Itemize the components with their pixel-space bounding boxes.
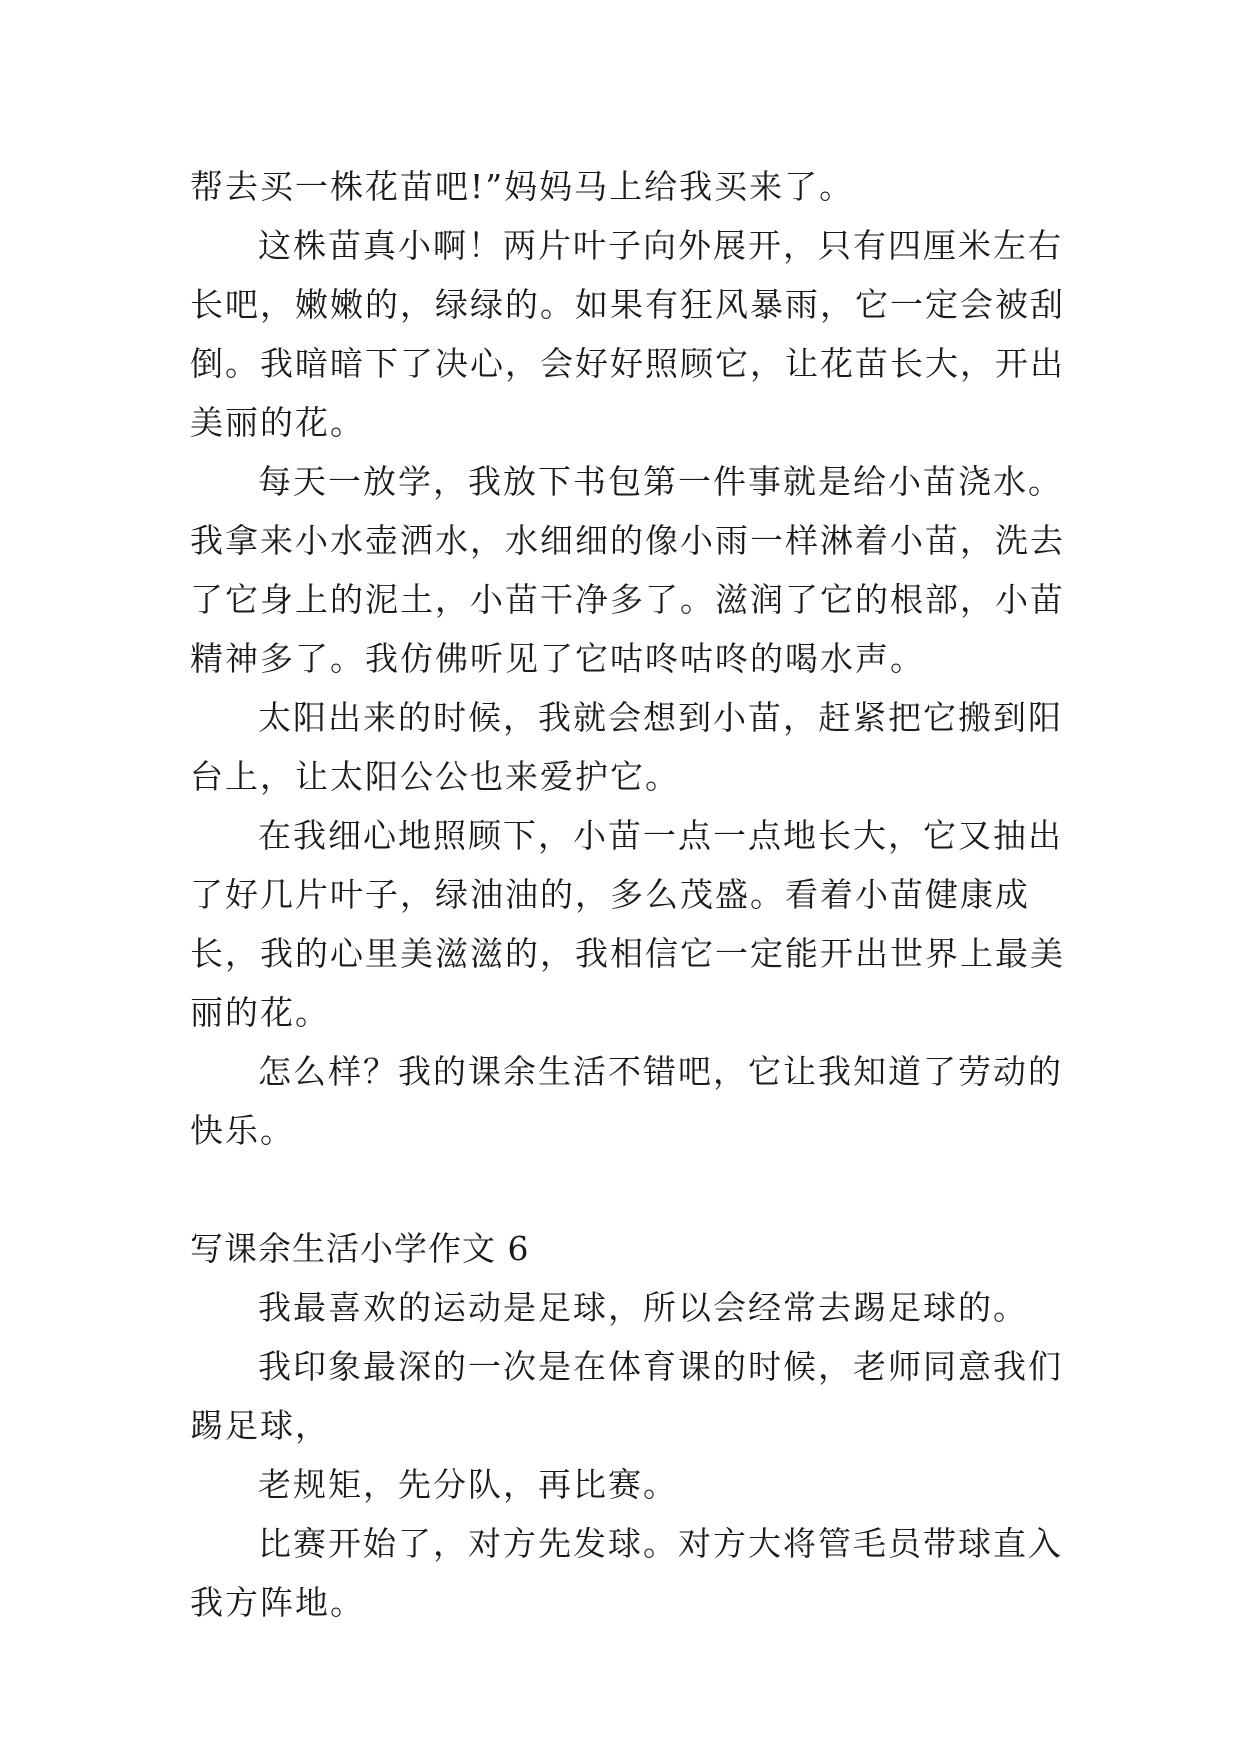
paragraph: 我最喜欢的运动是足球，所以会经常去踢足球的。	[258, 1288, 1028, 1327]
paragraph: 在我细心地照顾下，小苗一点一点地长大，它又抽出了好几片叶子，绿油油的，多么茂盛。看着小苗健康成长，我的心里美滋滋的，我相信它一定能开出世界上最美丽的花。	[190, 816, 1065, 1032]
paragraph: 太阳出来的时候，我就会想到小苗，赶紧把它搬到阳台上，让太阳公公也来爱护它。	[190, 698, 1063, 796]
section-heading: 写课余生活小学作文 6	[190, 1229, 530, 1268]
paragraph: 这株苗真小啊！两片叶子向外展开，只有四厘米左右长吧，嫩嫩的，绿绿的。如果有狂风暴雨，它一定会被刮倒。我暗暗下了决心，会好好照顾它，让花苗长大，开出美丽的花。	[190, 226, 1065, 442]
document-body	[190, 157, 1090, 1632]
paragraph: 怎么样？我的课余生活不错吧，它让我知道了劳动的快乐。	[190, 1052, 1063, 1150]
paragraph: 老规矩，先分队，再比赛。	[258, 1465, 678, 1504]
paragraph: 我印象最深的一次是在体育课的时候，老师同意我们踢足球，	[190, 1347, 1063, 1445]
paragraph: 每天一放学，我放下书包第一件事就是给小苗浇水。我拿来小水壶洒水，水细细的像小雨一样淋着小苗，洗去了它身上的泥土，小苗干净多了。滋润了它的根部，小苗精神多了。我仿佛听见了它咕咚咕咚的喝水声。	[190, 462, 1065, 678]
paragraph: 比赛开始了，对方先发球。对方大将管毛员带球直入我方阵地。	[190, 1524, 1063, 1622]
paragraph-continued: 帮去买一株花苗吧!”妈妈马上给我买来了。	[190, 167, 855, 206]
